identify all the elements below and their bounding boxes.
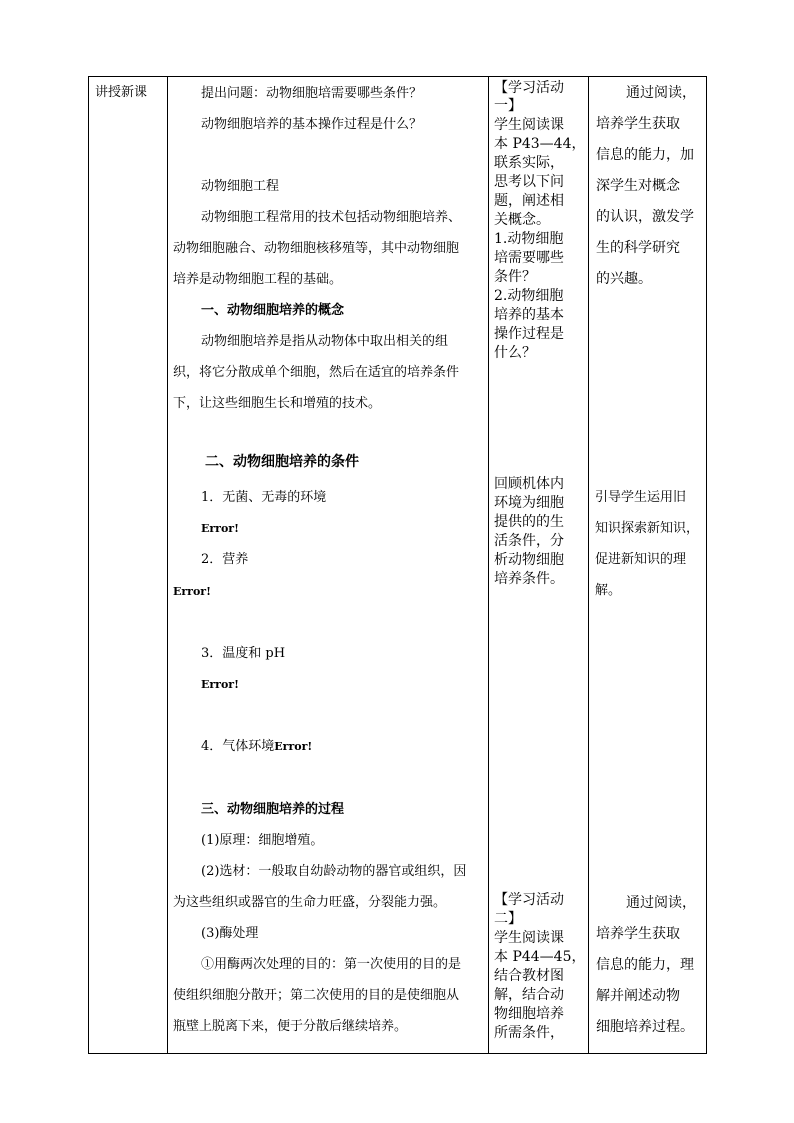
error-marker: Error! [274, 740, 313, 753]
activity-line: 1.动物细胞 [494, 231, 564, 247]
activity-line: 物细胞培养 [494, 1006, 564, 1022]
intent-line: 培养学生获取 [596, 116, 680, 132]
activity-line: 学生阅读课 [494, 117, 564, 133]
subheading-cell-engineering: 动物细胞工程 [201, 179, 280, 194]
intent-line: 的认识，激发学 [596, 209, 694, 225]
activity-line: 【学习活动 [494, 892, 564, 908]
paragraph-line: 使组织细胞分散开；第二次使用的目的是使细胞从 [173, 988, 460, 1003]
condition-1: 1．无菌、无毒的环境 [201, 490, 327, 505]
activity-line: 提供的的生 [494, 514, 564, 530]
intent-line: 引导学生运用旧 [595, 490, 687, 505]
intent-line: 生的科学研究 [596, 240, 680, 256]
activity-line: 培养的基本 [494, 307, 564, 323]
activity-line: 析动物细胞 [494, 552, 564, 568]
activity-line: 所需条件， [494, 1025, 564, 1041]
paragraph-line: 织，将它分散成单个细胞，然后在适宜的培养条件 [173, 365, 460, 380]
intent-line: 解。 [595, 583, 622, 598]
activity-line: 【学习活动 [494, 80, 564, 96]
activity-line: 2.动物细胞 [494, 288, 564, 304]
intent-line: 培养学生获取 [596, 926, 680, 942]
heading-conditions: 二、动物细胞培养的条件 [205, 454, 359, 470]
intent-line: 知识探索新知识， [595, 521, 700, 536]
col-divider-3 [588, 76, 589, 1054]
activity-line: 一】 [494, 98, 522, 114]
heading-process: 三、动物细胞培养的过程 [201, 802, 345, 817]
activity-line: 结合教材图 [494, 968, 564, 984]
activity-line: 题，阐述相 [494, 193, 564, 209]
intent-line: 通过阅读， [626, 895, 696, 911]
activity-line: 二】 [494, 911, 522, 927]
condition-4-label: 4．气体环境 [201, 739, 275, 754]
intent-line: 促进新知识的理 [595, 552, 687, 567]
process-principle: (1)原理：细胞增殖。 [201, 833, 324, 848]
intent-line: 细胞培养过程。 [596, 1019, 694, 1035]
paragraph-line: 动物细胞融合、动物细胞核移殖等，其中动物细胞 [173, 241, 460, 256]
paragraph-line: 瓶壁上脱离下来，便于分散后继续培养。 [173, 1019, 408, 1034]
activity-line: 培需要哪些 [494, 250, 564, 266]
paragraph-line: 培养是动物细胞工程的基础。 [173, 272, 343, 287]
activity-line: 本 P43—44， [494, 136, 586, 152]
activity-line: 本 P44—45， [494, 949, 586, 965]
table-bottom-border [88, 1053, 707, 1054]
col-divider-2 [488, 76, 489, 1054]
activity-line: 回顾机体内 [494, 476, 564, 492]
activity-line: 学生阅读课 [494, 930, 564, 946]
condition-3: 3．温度和 pH [201, 646, 286, 661]
activity-line: 环境为细胞 [494, 495, 564, 511]
table-left-border [88, 76, 89, 1054]
paragraph-line: (2)选材：一般取自幼龄动物的器官或组织，因 [201, 864, 467, 879]
paragraph-line: 动物细胞工程常用的技术包括动物细胞培养、 [201, 210, 462, 225]
table-right-border [706, 76, 707, 1054]
activity-line: 关概念。 [494, 212, 550, 228]
activity-line: 条件？ [494, 269, 536, 285]
error-marker: Error! [201, 522, 239, 535]
activity-line: 活条件，分 [494, 533, 564, 549]
question-line-1: 提出问题：动物细胞培需要哪些条件？ [201, 86, 423, 101]
intent-line: 解并阐述动物 [596, 988, 680, 1004]
process-enzyme: (3)酶处理 [201, 926, 259, 941]
activity-line: 操作过程是 [494, 326, 564, 342]
col-divider-1 [167, 76, 168, 1054]
intent-line: 信息的能力，加 [596, 147, 694, 163]
intent-line: 的兴趣。 [596, 271, 652, 287]
paragraph-line: 下，让这些细胞生长和增殖的技术。 [173, 396, 382, 411]
activity-line: 培养条件。 [494, 571, 564, 587]
activity-line: 思考以下问 [494, 174, 564, 190]
condition-4 [201, 739, 312, 755]
question-line-2: 动物细胞培养的基本操作过程是什么？ [201, 117, 423, 132]
activity-line: 什么？ [494, 345, 536, 361]
paragraph-line: ①用酶两次处理的目的：第一次使用的目的是 [201, 957, 462, 972]
table-top-border [88, 76, 707, 77]
section-label: 讲授新课 [95, 85, 148, 100]
intent-line: 深学生对概念 [596, 178, 680, 194]
paragraph-line: 动物细胞培养是指从动物体中取出相关的组 [201, 334, 449, 349]
error-marker: Error! [201, 678, 239, 691]
activity-line: 联系实际， [494, 155, 564, 171]
condition-2: 2．营养 [201, 552, 249, 567]
error-marker: Error! [173, 585, 211, 598]
intent-line: 通过阅读， [626, 85, 696, 101]
paragraph-line: 为这些组织或器官的生命力旺盛，分裂能力强。 [173, 895, 447, 910]
heading-concept: 一、动物细胞培养的概念 [201, 303, 345, 318]
intent-line: 信息的能力，理 [596, 957, 694, 973]
activity-line: 解，结合动 [494, 987, 564, 1003]
